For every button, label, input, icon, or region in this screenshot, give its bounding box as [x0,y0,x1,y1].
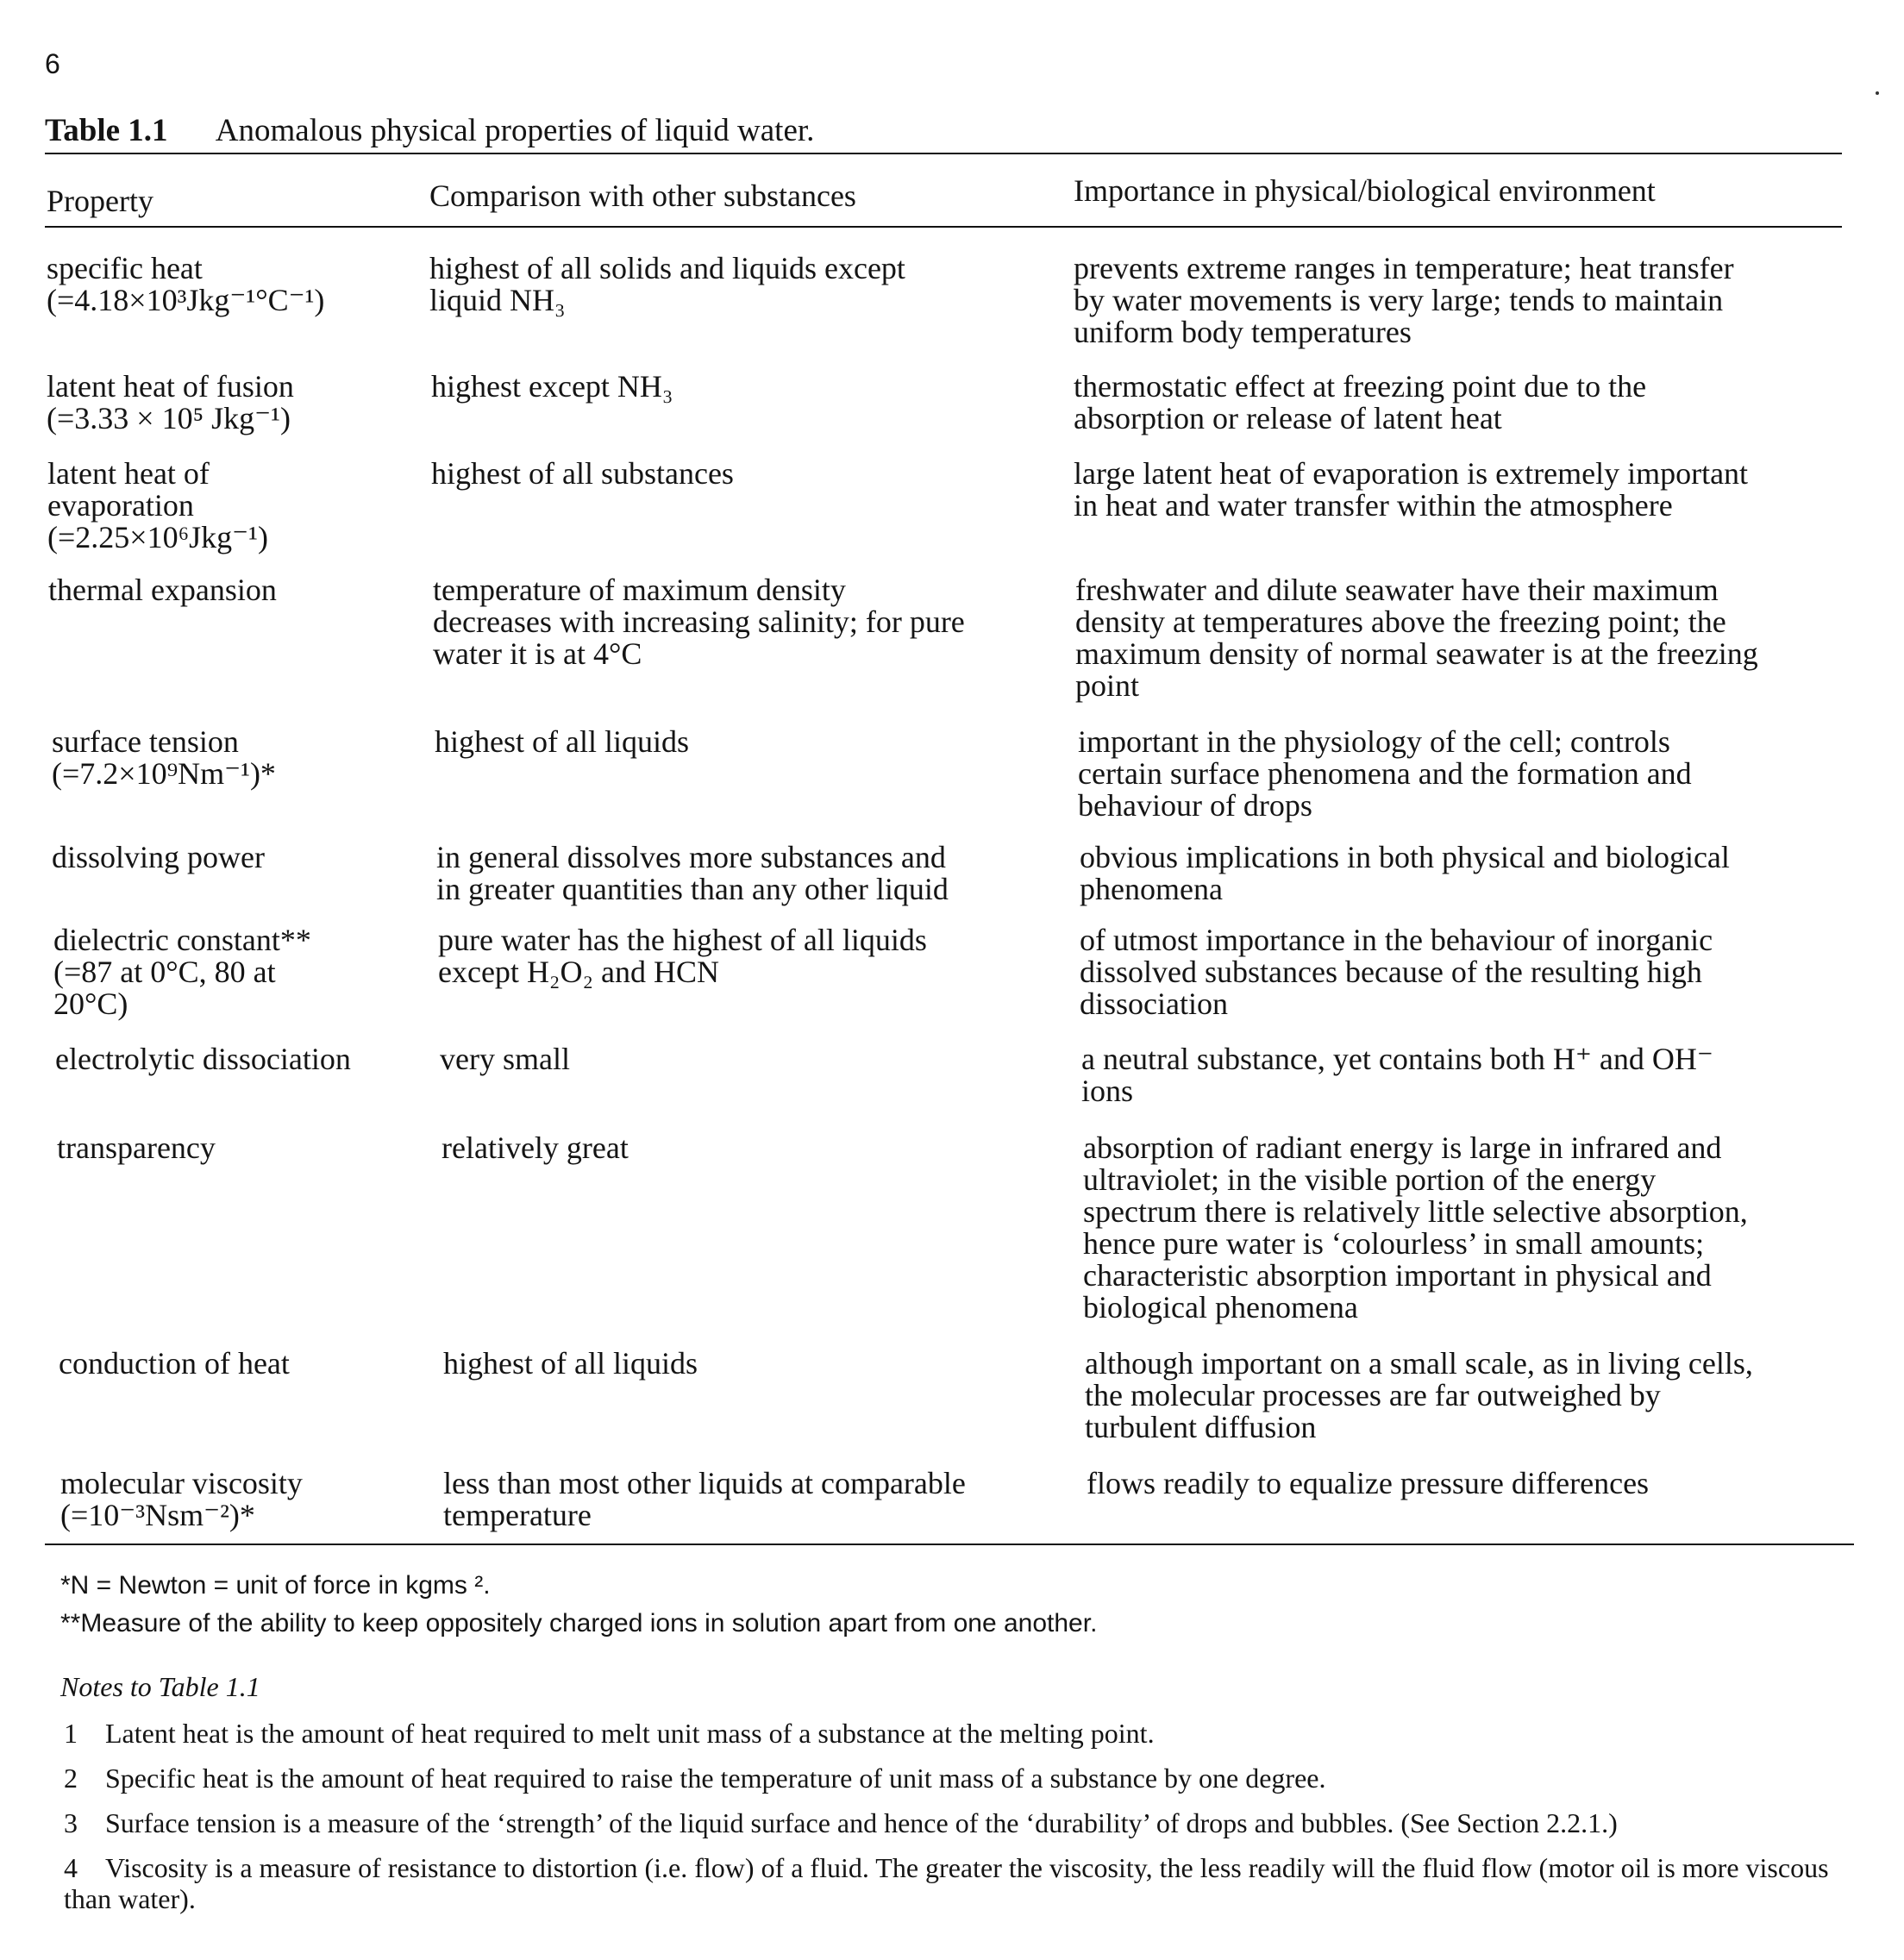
header-rule [45,226,1842,228]
note-number: 3 [64,1807,78,1838]
cell-property: latent heat of fusion (=3.33 × 10⁵ Jkg⁻¹) [47,369,294,435]
caption-label: Table 1.1 [45,113,168,148]
note-text: Surface tension is a measure of the ‘strength’ of the liquid surface and hence of the ‘durability’ of drops and bubbles. (See Section 2.2.1.) [105,1807,1618,1838]
cell-comparison: relatively great [442,1130,629,1165]
cell-property: conduction of heat [59,1346,290,1381]
cell-importance: thermostatic effect at freezing point due to the absorption or release of latent heat [1074,369,1647,435]
cell-property: dielectric constant** (=87 at 0°C, 80 at 20°C) [53,923,311,1021]
cell-comparison: highest of all liquids [435,724,689,759]
note-item [64,1763,1857,1794]
stray-mark [1876,91,1879,95]
note-text: Latent heat is the amount of heat required to melt unit mass of a substance at the melting point. [105,1718,1155,1749]
note-number: 2 [64,1763,78,1794]
table-bottom-rule [45,1544,1854,1545]
cell-importance: a neutral substance, yet contains both H⁺ and OH⁻ ions [1081,1042,1713,1108]
note-item [64,1852,1857,1914]
footnote-dielectric: **Measure of the ability to keep oppositely charged ions in solution apart from one another. [60,1609,1098,1638]
header-comparison: Comparison with other substances [429,178,856,213]
page-number: 6 [45,48,60,79]
note-item [64,1718,1857,1749]
cell-property: specific heat (=4.18×10³Jkg⁻¹°C⁻¹) [47,251,325,317]
note-number: 4 [64,1852,78,1883]
cell-comparison: temperature of maximum density decreases with increasing salinity; for pure water it is at 4°C [433,573,965,671]
cell-comparison: very small [440,1042,570,1076]
cell-importance: prevents extreme ranges in temperature; heat transfer by water movements is very large; tends to maintain uniform body temperatures [1074,251,1734,349]
header-importance: Importance in physical/biological environment [1074,173,1656,208]
cell-importance: important in the physiology of the cell; controls certain surface phenomena and the formation and behaviour of drops [1078,724,1692,823]
cell-importance: large latent heat of evaporation is extremely important in heat and water transfer within the atmosphere [1074,456,1749,523]
note-number: 1 [64,1718,78,1749]
cell-comparison: in general dissolves more substances and in greater quantities than any other liquid [436,840,949,906]
cell-importance: flows readily to equalize pressure differences [1087,1466,1650,1500]
cell-property: thermal expansion [48,573,277,607]
cell-property: transparency [57,1130,216,1165]
cell-comparison: highest of all solids and liquids except liquid NH₃ [429,251,905,317]
table-top-rule [45,153,1842,154]
cell-property: surface tension (=7.2×10⁹Nm⁻¹)* [52,724,276,791]
cell-property: electrolytic dissociation [55,1042,351,1076]
cell-comparison: highest of all substances [431,456,734,491]
cell-importance: although important on a small scale, as in living cells, the molecular processes are far outweighed by turbulent diffusion [1085,1346,1753,1444]
cell-importance: freshwater and dilute seawater have their maximum density at temperatures above the freezing point; the maximum density of normal seawater is at the freezing point [1075,573,1758,703]
cell-comparison: highest of all liquids [443,1346,698,1381]
note-item [64,1807,1857,1838]
note-text: Viscosity is a measure of resistance to distortion (i.e. flow) of a fluid. The greater the viscosity, the less readily will the fluid flow (motor oil is more viscous than water). [64,1852,1829,1914]
cell-property: dissolving power [52,840,265,874]
cell-property: molecular viscosity (=10⁻³Nsm⁻²)* [60,1466,303,1532]
notes-title: Notes to Table 1.1 [60,1671,260,1702]
cell-comparison: highest except NH₃ [431,369,673,404]
header-property: Property [47,184,153,218]
cell-property: latent heat of evaporation (=2.25×10⁶Jkg⁻¹) [47,456,268,554]
cell-importance: of utmost importance in the behaviour of inorganic dissolved substances because of the resulting high dissociation [1080,923,1713,1021]
cell-comparison: pure water has the highest of all liquids except H₂O₂ and HCN [438,923,927,989]
table-caption [45,112,814,149]
cell-importance: absorption of radiant energy is large in infrared and ultraviolet; in the visible portion of the energy spectrum there is relatively little selective absorption, hence pure water is ‘colourless’ in small amounts; characteristic absorption important in physical and biological phenomena [1083,1130,1748,1324]
cell-comparison: less than most other liquids at comparable temperature [443,1466,966,1532]
cell-importance: obvious implications in both physical and biological phenomena [1080,840,1730,906]
footnote-newton: *N = Newton = unit of force in kgms ². [60,1571,491,1600]
caption-text: Anomalous physical properties of liquid water. [215,113,815,148]
note-text: Specific heat is the amount of heat required to raise the temperature of unit mass of a substance by one degree. [105,1763,1326,1794]
